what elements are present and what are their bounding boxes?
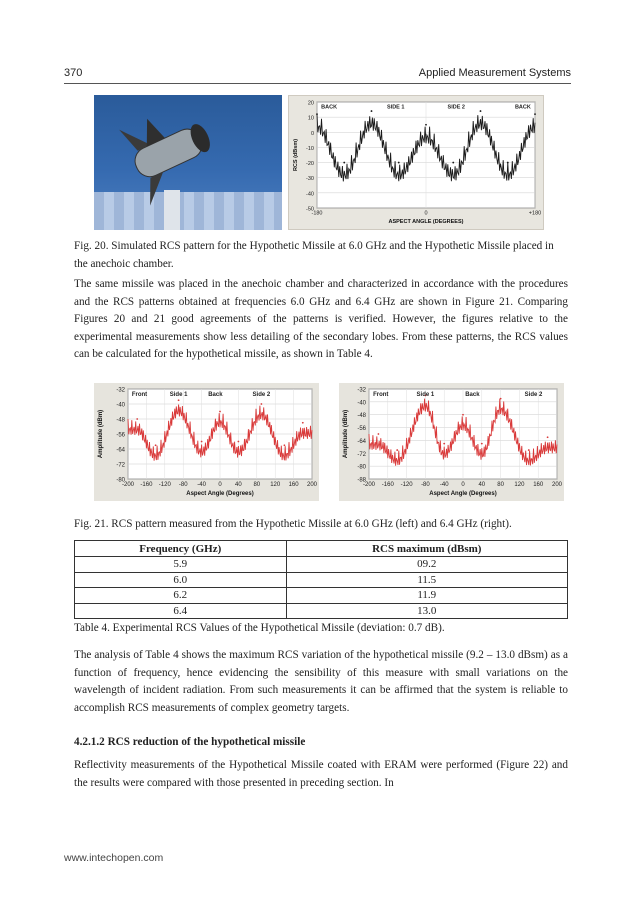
data-point: [316, 113, 318, 115]
y-tick-label: -72: [357, 451, 366, 458]
rcs-measured-plot-6-4: [339, 383, 564, 501]
y-tick-label: -30: [306, 176, 314, 183]
table-header-frequency: Frequency (GHz): [75, 541, 287, 557]
x-axis-label: Aspect Angle (Degrees): [186, 491, 254, 497]
peak-annotation: BACK: [321, 104, 338, 111]
x-tick-label: 200: [306, 482, 318, 488]
x-tick-label: 40: [235, 482, 242, 488]
data-point: [452, 162, 454, 164]
x-tick-label: 0: [424, 210, 428, 217]
y-tick-label: -48: [116, 417, 125, 424]
table-row: [75, 588, 568, 604]
data-point: [396, 449, 398, 451]
x-tick-label: -160: [381, 482, 394, 488]
data-point: [371, 110, 373, 112]
data-point: [547, 436, 549, 438]
y-tick-label: -50: [306, 206, 314, 213]
y-tick-label: -32: [357, 387, 366, 394]
y-axis-label: RCS (dBsm): [293, 138, 299, 172]
x-axis-label: ASPECT ANGLE (DEGREES): [388, 219, 464, 225]
peak-annotation: SIDE 1: [387, 104, 405, 111]
peak-annotation: Side 1: [169, 392, 188, 398]
x-tick-label: -40: [439, 482, 449, 488]
table-cell: 09.2: [286, 557, 567, 573]
x-tick-label: -80: [421, 482, 430, 488]
page-number: 370: [64, 67, 83, 79]
data-point: [155, 444, 157, 446]
paragraph-2-text: The analysis of Table 4 shows the maximum RCS variation of the hypothetical missile (9.2 – 13.0 dBsm) as a function of frequency, hence evidencing the sensibility of this measure with small variations on the wavelength of incident radiation. From such measurements it can be affirmed that the system is reliable to accomplish RCS measurements of complex geometry targets.: [74, 649, 568, 714]
rcs-simulated-plot: [288, 95, 544, 230]
x-tick-label: +180: [528, 210, 542, 217]
peak-annotation: Front: [131, 392, 148, 398]
table-row: [75, 572, 568, 588]
data-point: [284, 444, 286, 446]
y-tick-label: -40: [116, 402, 125, 409]
peak-annotation: Side 2: [252, 392, 271, 398]
x-axis-label: Aspect Angle (Degrees): [429, 491, 497, 497]
x-tick-label: -200: [362, 482, 376, 488]
page-header: [64, 64, 571, 84]
table-header-rcs: RCS maximum (dBsm): [286, 541, 567, 557]
x-tick-label: 200: [551, 482, 563, 488]
table-cell: 6.0: [75, 572, 287, 588]
figure-20-caption: Fig. 20. Simulated RCS pattern for the Hypothetic Missile at 6.0 GHz and the Hypothetic Missile placed in the anechoic chamber.: [74, 240, 554, 270]
y-tick-label: -80: [116, 477, 125, 484]
table-row: [75, 557, 568, 573]
table-cell: 5.9: [75, 557, 287, 573]
y-tick-label: -32: [116, 387, 125, 394]
data-point: [507, 162, 509, 164]
data-point: [425, 124, 427, 126]
data-point: [480, 110, 482, 112]
y-tick-label: -56: [116, 432, 125, 439]
peak-annotation: Front: [373, 392, 389, 398]
paragraph-1: [74, 276, 568, 364]
y-tick-label: -80: [357, 464, 366, 471]
data-point: [534, 113, 536, 115]
paragraph-1-text: The same missile was placed in the anechoic chamber and characterized in accordance with the procedures and the RCS patterns obtained at frequencies 6.0 GHz and 6.4 GHz are shown in Figure 21. Comparing Figures 20 and 21 good agreements of the patterns is verified. However, the figures relative to the experimental measurements show less detailing of the secondary lobes. From these patterns, the RCS values can be calculated for the hypothetical missile, as shown in Table 4.: [74, 278, 568, 361]
peak-annotation: Back: [465, 392, 480, 398]
footer-url: www.intechopen.com: [64, 852, 164, 864]
data-point: [219, 411, 221, 413]
rcs-simulated-svg: [289, 96, 545, 231]
x-tick-label: -80: [178, 482, 188, 488]
figure-21-caption: Fig. 21. RCS pattern measured from the Hypothetic Missile at 6.0 GHz (left) and 6.4 GHz (right).: [74, 518, 512, 530]
table-row: [75, 603, 568, 619]
y-tick-label: -64: [116, 447, 125, 454]
x-tick-label: 120: [514, 482, 525, 488]
y-tick-label: 20: [307, 100, 314, 107]
table-4: [74, 540, 568, 619]
data-point: [343, 162, 345, 164]
x-tick-label: 160: [533, 482, 544, 488]
data-point: [178, 399, 180, 401]
x-tick-label: 80: [253, 482, 261, 488]
data-point: [302, 422, 304, 424]
table-cell: 11.5: [286, 572, 567, 588]
x-tick-label: 120: [270, 482, 281, 488]
y-tick-label: -56: [357, 426, 366, 433]
x-tick-label: 160: [288, 482, 299, 488]
x-tick-label: -200: [121, 482, 135, 488]
peak-annotation: SIDE 2: [447, 104, 465, 111]
data-point: [378, 433, 380, 435]
section-heading: 4.2.1.2 RCS reduction of the hypothetical missile: [74, 736, 306, 748]
y-tick-label: -72: [116, 462, 125, 469]
table-cell: 13.0: [286, 603, 567, 619]
data-point: [398, 162, 400, 164]
figure-21: [94, 383, 564, 501]
data-point: [201, 441, 203, 443]
data-point: [261, 403, 263, 405]
peak-annotation: Back: [208, 392, 223, 398]
y-tick-label: -88: [357, 477, 366, 484]
table-cell: 11.9: [286, 588, 567, 604]
x-tick-label: 80: [497, 482, 504, 488]
rcs-measured-svg-6-4: [339, 383, 564, 501]
y-tick-label: -40: [357, 400, 366, 407]
y-axis-label: Amplitude (dBm): [343, 409, 349, 459]
table-4-caption: Table 4. Experimental RCS Values of the Hypothetical Missile (deviation: 0.7 dB).: [74, 622, 445, 634]
x-tick-label: -120: [158, 482, 171, 488]
x-tick-label: -120: [400, 482, 413, 488]
x-tick-label: 0: [461, 482, 465, 488]
y-tick-label: 0: [310, 130, 314, 137]
data-point: [481, 443, 483, 445]
paragraph-3-text: Reflectivity measurements of the Hypothetical Missile coated with ERAM were performed (Figure 22) and the results were compared with those presented in preceding section. In: [74, 759, 568, 789]
peak-annotation: BACK: [514, 104, 531, 111]
table-cell: 6.2: [75, 588, 287, 604]
data-point: [238, 441, 240, 443]
y-tick-label: -10: [306, 145, 314, 152]
y-tick-label: -40: [306, 191, 314, 198]
rcs-measured-svg-6-0: [94, 383, 319, 501]
y-tick-label: 10: [307, 115, 314, 122]
data-point: [462, 414, 464, 416]
x-tick-label: -180: [311, 210, 323, 217]
table-cell: 6.4: [75, 603, 287, 619]
peak-annotation: Side 1: [416, 392, 435, 398]
x-tick-label: -160: [140, 482, 153, 488]
data-point: [136, 418, 138, 420]
data-point: [528, 449, 530, 451]
figure-20: [94, 95, 544, 230]
table-header-row: [75, 541, 568, 557]
paragraph-3: [74, 757, 568, 792]
y-tick-label: -48: [357, 413, 366, 420]
missile-chamber-photo: [94, 95, 282, 230]
book-title: Applied Measurement Systems: [418, 67, 571, 79]
y-tick-label: -64: [357, 438, 366, 445]
rcs-measured-plot-6-0: [94, 383, 319, 501]
data-point: [443, 443, 445, 445]
data-point: [500, 398, 502, 400]
x-tick-label: 0: [218, 482, 222, 488]
x-tick-label: 40: [478, 482, 486, 488]
x-tick-label: -40: [197, 482, 206, 488]
missile-illustration: [94, 95, 282, 230]
y-axis-label: Amplitude (dBm): [98, 409, 104, 459]
paragraph-2: [74, 647, 568, 717]
peak-annotation: Side 2: [524, 392, 543, 398]
y-tick-label: -20: [306, 161, 314, 168]
